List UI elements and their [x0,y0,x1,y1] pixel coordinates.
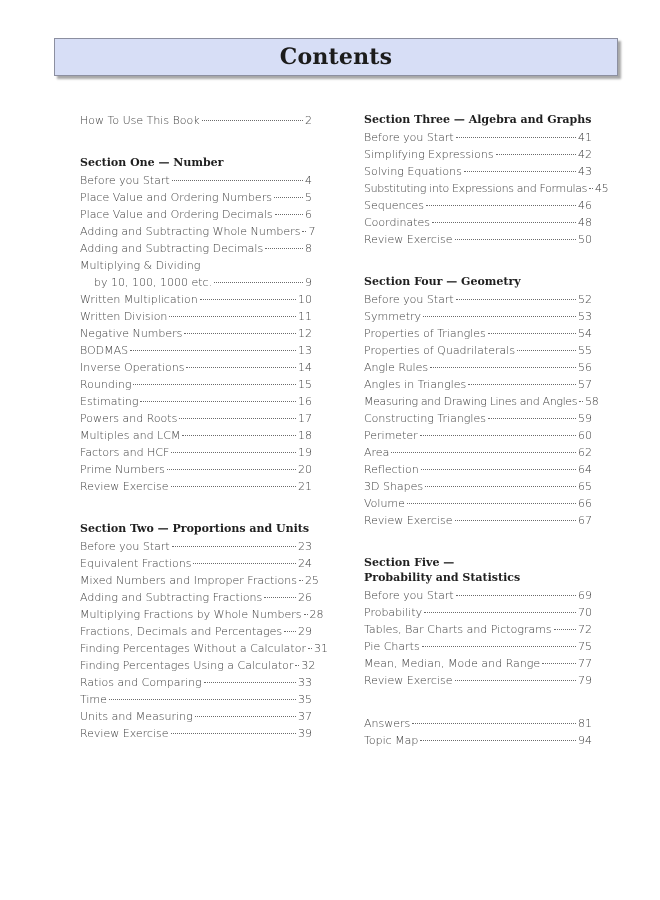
entry-page: 54 [578,327,592,340]
entry-title: Answers [364,717,411,730]
toc-entry[interactable] [364,231,592,248]
toc-entry[interactable] [80,640,328,657]
entry-page: 60 [578,429,592,442]
dot-leader [204,682,296,683]
toc-entry[interactable] [364,495,592,512]
dot-leader [464,171,576,172]
dot-leader [184,333,296,334]
toc-entry[interactable] [80,189,312,206]
dot-leader [554,629,576,630]
toc-entry[interactable] [364,214,592,231]
entry-page: 59 [578,412,592,425]
entry-title: Negative Numbers [80,327,183,340]
entry-page: 65 [578,480,592,493]
entry-page: 14 [298,361,312,374]
entry-page: 72 [578,623,592,636]
entry-title: Volume [364,497,405,510]
toc-entry[interactable] [364,587,592,604]
dot-leader [412,723,576,724]
toc-entry[interactable] [364,512,592,529]
entry-page: 53 [578,310,592,323]
dot-leader [186,367,296,368]
dot-leader [169,316,296,317]
toc-entry-line1[interactable] [80,257,312,274]
toc-entry[interactable] [364,180,609,197]
dot-leader [172,546,296,547]
entry-title: Reflection [364,463,419,476]
entry-title: Before you Start [364,131,454,144]
toc-entry[interactable] [364,478,592,495]
entry-title: Before you Start [364,589,454,602]
section-three [364,112,609,248]
toc-entry[interactable] [80,538,312,555]
entry-page: 56 [578,361,592,374]
dot-leader [179,418,296,419]
entry-title: Place Value and Ordering Decimals [80,208,273,221]
dot-leader [391,452,576,453]
toc-entry[interactable] [80,606,324,623]
entry-title: Written Multiplication [80,293,198,306]
dot-leader [468,384,576,385]
toc-entry[interactable] [364,359,592,376]
toc-entry[interactable] [364,410,592,427]
toc-entry[interactable] [364,376,592,393]
entry-page: 10 [298,293,312,306]
entry-page: 15 [298,378,312,391]
toc-entry[interactable] [364,621,592,638]
dot-leader [488,333,576,334]
section-one [80,155,316,495]
entry-title: Review Exercise [80,727,169,740]
entry-page: 24 [298,557,312,570]
entry-title: Equivalent Fractions [80,557,192,570]
entry-page: 55 [578,344,592,357]
entry-title: Simplifying Expressions [364,148,494,161]
toc-entry[interactable] [80,393,312,410]
entry-page: 19 [298,446,312,459]
back-matter [364,715,592,749]
dot-leader [456,299,576,300]
dot-leader [579,401,583,402]
entry-page: 29 [298,625,312,638]
toc-entry[interactable] [80,657,316,674]
toc-entry[interactable] [364,393,599,410]
entry-page: 33 [298,676,312,689]
entry-title: Units and Measuring [80,710,193,723]
toc-entry[interactable] [364,655,592,672]
entry-page: 8 [305,242,312,255]
entry-title: Review Exercise [364,514,453,527]
dot-leader [171,733,296,734]
entry-title: Multiples and LCM [80,429,181,442]
dot-leader [193,563,296,564]
entry-page: 46 [578,199,592,212]
entry-page: 32 [301,659,316,672]
toc-entry[interactable] [80,291,312,308]
dot-leader [455,680,576,681]
entry-page: 11 [298,310,312,323]
toc-entry[interactable] [364,427,592,444]
dot-leader [430,367,576,368]
dot-leader [456,595,576,596]
dot-leader [171,452,296,453]
entry-page: 57 [578,378,592,391]
toc-entry[interactable] [364,342,592,359]
section-heading: Section Three — Algebra and Graphs [364,113,592,126]
entry-title: Topic Map [364,734,419,747]
entry-page: 6 [305,208,312,221]
toc-entry[interactable] [80,478,312,495]
toc-entry[interactable] [80,359,312,376]
page-title: Contents [279,44,393,70]
entry-page: 58 [585,395,599,408]
entry-page: 66 [578,497,592,510]
section-four [364,274,599,529]
toc-entry-topic-map[interactable] [364,732,592,749]
section-five [364,555,592,689]
entry-title: Multiplying & Dividing [80,259,201,272]
toc-entry-how-to-use[interactable] [80,112,312,129]
dot-leader [182,435,296,436]
entry-title: Factors and HCF [80,446,170,459]
dot-leader [455,520,576,521]
entry-title: Measuring and Drawing Lines and Angles [364,395,578,408]
entry-title: Review Exercise [364,233,453,246]
entry-page: 45 [594,182,609,195]
section-heading-line2: Probability and Statistics [364,571,521,584]
entry-page: 62 [578,446,592,459]
toc-entry[interactable] [80,691,312,708]
toc-entry[interactable] [80,555,312,572]
entry-title: Probability [364,606,423,619]
entry-page: 79 [578,674,592,687]
entry-page: 64 [578,463,592,476]
right-column [364,112,609,749]
toc-entry[interactable] [364,163,592,180]
dot-leader [304,614,308,615]
entry-page: 94 [578,734,592,747]
entry-page: 9 [305,276,312,289]
dot-leader [167,469,296,470]
entry-title: Symmetry [364,310,422,323]
dot-leader [589,188,593,189]
dot-leader [424,612,576,613]
toc-entry[interactable] [364,325,592,342]
entry-title: Coordinates [364,216,431,229]
dot-leader [302,231,306,232]
dot-leader [274,197,303,198]
entry-page: 5 [305,191,312,204]
entry-page: 43 [578,165,592,178]
entry-title: Fractions, Decimals and Percentages [80,625,283,638]
dot-leader [421,469,576,470]
dot-leader [542,663,576,664]
entry-title: Multiplying Fractions by Whole Numbers [80,608,302,621]
entry-page: 17 [298,412,312,425]
entry-title: 3D Shapes [364,480,424,493]
toc-entry[interactable] [80,172,312,189]
entry-title: Angles in Triangles [364,378,467,391]
toc-entry[interactable] [364,604,592,621]
toc-entry[interactable] [80,572,319,589]
entry-page: 77 [578,657,592,670]
toc-entry[interactable] [80,342,312,359]
toc-entry[interactable] [80,589,312,606]
entry-title: Time [80,693,107,706]
toc-entry[interactable] [364,638,592,655]
entry-title: Pie Charts [364,640,420,653]
entry-title: Review Exercise [80,480,169,493]
entry-page: 39 [298,727,312,740]
toc-entry[interactable] [364,672,592,689]
dot-leader [496,154,576,155]
dot-leader [200,299,296,300]
toc-entry[interactable] [80,240,312,257]
dot-leader [171,486,296,487]
entry-page: 20 [298,463,312,476]
entry-title: Before you Start [364,293,454,306]
dot-leader [140,401,296,402]
entry-title: Adding and Subtracting Fractions [80,591,263,604]
entry-title: Area [364,446,390,459]
entry-title: Adding and Subtracting Whole Numbers [80,225,301,238]
entry-title: Adding and Subtracting Decimals [80,242,264,255]
toc-entry[interactable] [80,223,316,240]
dot-leader [284,631,296,632]
dot-leader [295,665,299,666]
entry-title: Rounding [80,378,132,391]
entry-title: Sequences [364,199,424,212]
toc-entry[interactable] [364,197,592,214]
section-heading: Section Two — Proportions and Units [80,522,310,535]
entry-page: 67 [578,514,592,527]
entry-page: 12 [298,327,312,340]
dot-leader [109,699,296,700]
entry-page: 13 [298,344,312,357]
dot-leader [420,435,576,436]
entry-title: by 10, 100, 1000 etc. [94,276,213,289]
entry-title: Perimeter [364,429,418,442]
toc-entry[interactable] [80,325,312,342]
entry-title: Review Exercise [364,674,453,687]
dot-leader [214,282,303,283]
left-column [80,112,328,742]
entry-title: Substituting into Expressions and Formulas [364,182,587,195]
dot-leader [308,648,312,649]
entry-page: 52 [578,293,592,306]
toc-entry[interactable] [364,129,592,146]
dot-leader [426,205,576,206]
toc-entry[interactable] [364,461,592,478]
entry-title: Constructing Triangles [364,412,486,425]
entry-page: 81 [578,717,592,730]
dot-leader [299,580,303,581]
dot-leader [420,740,576,741]
dot-leader [195,716,296,717]
entry-page: 25 [304,574,319,587]
entry-title: Ratios and Comparing [80,676,202,689]
entry-title: Inverse Operations [80,361,185,374]
toc-entry[interactable] [364,146,592,163]
entry-page: 18 [298,429,312,442]
toc-entry[interactable] [80,623,312,640]
entry-title: Properties of Triangles [364,327,486,340]
dot-leader [422,646,576,647]
dot-leader [517,350,576,351]
dot-leader [456,137,576,138]
entry-page: 7 [308,225,316,238]
entry-title: Before you Start [80,174,170,187]
section-heading: Section Four — Geometry [364,275,521,288]
toc-entry[interactable] [80,461,312,478]
entry-page: 41 [578,131,592,144]
dot-leader [264,597,296,598]
entry-title: Estimating [80,395,139,408]
entry-title: Written Division [80,310,168,323]
entry-title: Finding Percentages Using a Calculator [80,659,294,672]
entry-title: Finding Percentages Without a Calculator [80,642,306,655]
entry-page: 16 [298,395,312,408]
entry-title: Mixed Numbers and Improper Fractions [80,574,297,587]
entry-page: 70 [578,606,592,619]
entry-title: Place Value and Ordering Numbers [80,191,272,204]
entry-title: Mean, Median, Mode and Range [364,657,541,670]
entry-page: 21 [298,480,312,493]
entry-page: 42 [578,148,592,161]
entry-page: 69 [578,589,592,602]
entry-page: 2 [305,114,312,127]
toc-entry[interactable] [80,376,312,393]
entry-title: Powers and Roots [80,412,178,425]
entry-title: BODMAS [80,344,129,357]
entry-page: 35 [298,693,312,706]
entry-title: Tables, Bar Charts and Pictograms [364,623,552,636]
toc-entry-line2[interactable] [80,274,312,291]
entry-title: Angle Rules [364,361,429,374]
entry-page: 31 [313,642,328,655]
toc-entry[interactable] [80,674,312,691]
entry-page: 28 [309,608,324,621]
dot-leader [488,418,576,419]
toc-entry[interactable] [80,444,312,461]
contents-title-bar [54,38,618,76]
section-two [80,521,328,742]
entry-title: How To Use This Book [80,114,200,127]
dot-leader [265,248,303,249]
dot-leader [275,214,303,215]
toc-entry-answers[interactable] [364,715,592,732]
dot-leader [423,316,576,317]
toc-entry[interactable] [364,308,592,325]
section-heading-line1: Section Five — [364,556,455,569]
dot-leader [455,239,576,240]
toc-entry[interactable] [80,427,312,444]
entry-title: Prime Numbers [80,463,165,476]
toc-entry[interactable] [80,725,312,742]
entry-title: Solving Equations [364,165,462,178]
dot-leader [172,180,303,181]
entry-page: 37 [298,710,312,723]
dot-leader [130,350,296,351]
dot-leader [425,486,576,487]
entry-page: 75 [578,640,592,653]
entry-title: Before you Start [80,540,170,553]
section-heading: Section One — Number [80,156,224,169]
entry-page: 48 [578,216,592,229]
entry-page: 4 [305,174,312,187]
dot-leader [407,503,576,504]
toc-entry[interactable] [364,444,592,461]
entry-page: 50 [578,233,592,246]
toc-entry[interactable] [80,206,312,223]
toc-entry[interactable] [80,410,312,427]
dot-leader [202,120,303,121]
toc-entry[interactable] [80,308,312,325]
entry-page: 26 [298,591,312,604]
toc-entry[interactable] [364,291,592,308]
entry-page: 23 [298,540,312,553]
toc-entry[interactable] [80,708,312,725]
entry-title: Properties of Quadrilaterals [364,344,516,357]
dot-leader [432,222,576,223]
dot-leader [133,384,296,385]
